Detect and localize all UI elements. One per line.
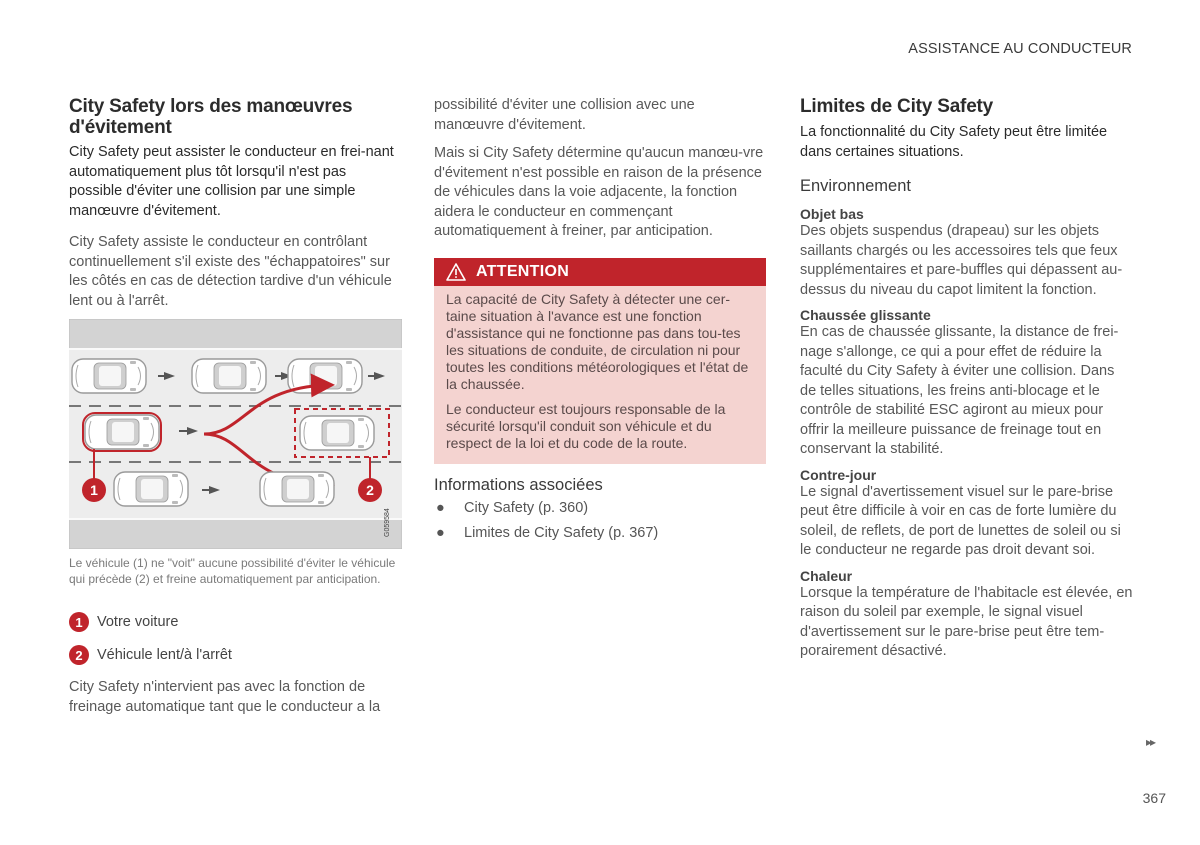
section-header: ASSISTANCE AU CONDUCTEUR xyxy=(908,41,1132,57)
section-title-city-safety-evitement: City Safety lors des manœuvres d'évitement xyxy=(69,96,353,138)
related-info xyxy=(434,476,766,546)
body-paragraph: City Safety assiste le conducteur en contrôlant continuellement s'il existe des "échappatoires" sur les côtés en cas de détection tardive d'un véhicule lent ou à l'arrêt. xyxy=(69,234,392,309)
section-title-limites: Limites de City Safety xyxy=(800,96,994,117)
attention-paragraph: La capacité de City Safety à détecter une cer-taine situation à l'avance est une fonction d'assistance qui ne fonctionne pas dans tou-tes les situations de conduite, de circulation ni pour toutes les conditions météorologiques et l'état de la chaussée. xyxy=(446,291,749,392)
middle-column xyxy=(434,96,766,242)
figure-marker-2: 2 xyxy=(366,482,374,498)
topic-text: Le signal d'avertissement visuel sur le pare-brise peut être difficile à voir en cas de forte lumière du soleil, de reflets, de port de lunettes de soleil ou si le conducteur ne regarde pas droit devant soi. xyxy=(800,483,1121,558)
attention-title: ATTENTION xyxy=(476,263,570,280)
related-links xyxy=(434,496,766,546)
topic-text: En cas de chaussée glissante, la distance de frei-nage s'allonge, ce qui a pour effet de réduire la faculté du City Safety à éviter une collision. Dans de telles situations, les freins anti-blocage et le contrôle de stabilité ESC agiront au mieux pour offrir la meilleure puissance de freinage tout en conservant la stabilité. xyxy=(800,324,1119,457)
figure-code: G059584 xyxy=(384,508,391,537)
figure-marker-1: 1 xyxy=(90,482,98,498)
intro-paragraph: City Safety peut assister le conducteur en frei-nant automatiquement plus tôt lorsqu'il n'est pas possible d'éviter une collision par une simple manœuvre d'évitement. xyxy=(69,144,394,219)
figure-caption: Le véhicule (1) ne "voit" aucune possibilité d'éviter le véhicule qui précède (2) et freine automatiquement par anticipation. xyxy=(69,556,396,586)
topic-heading: Chaleur xyxy=(800,567,853,584)
legend-item-2 xyxy=(69,645,232,665)
related-link[interactable]: ● City Safety (p. 360) xyxy=(436,500,589,516)
closing-paragraph: City Safety n'intervient pas avec la fonction de freinage automatique tant que le conducteur a la xyxy=(69,679,381,715)
continued-paragraph: possibilité d'éviter une collision avec une manœuvre d'évitement. xyxy=(434,97,695,133)
legend-item-1 xyxy=(69,612,178,632)
attention-box xyxy=(434,258,766,464)
warning-triangle-icon xyxy=(446,263,466,281)
right-column xyxy=(800,96,1133,662)
traffic-illustration xyxy=(69,319,402,549)
topic-text: Lorsque la température de l'habitacle est élevée, en raison du soleil par exemple, le signal visuel d'avertissement sur le pare-brise peut être tem-porairement désactivé. xyxy=(800,584,1133,659)
topic-heading: Chaussée glissante xyxy=(800,307,931,323)
legend-number-badge: 2 xyxy=(69,645,89,665)
related-info-title: Informations associées xyxy=(434,476,603,494)
continue-marker: ▸▸ xyxy=(1146,735,1155,749)
intro-paragraph: La fonctionnalité du City Safety peut être limitée dans certaines situations. xyxy=(800,124,1108,160)
related-link[interactable]: ● Limites de City Safety (p. 367) xyxy=(436,525,659,541)
legend-label: Véhicule lent/à l'arrêt xyxy=(97,647,232,663)
topic-text: Des objets suspendus (drapeau) sur les objets saillants chargés ou les accessoires tels que feux supplémentaires et pare-buffles qui dépassent au-dessus du niveau du capot limitent la fonction. xyxy=(800,223,1123,298)
attention-paragraph: Le conducteur est toujours responsable de la sécurité lorsqu'il conduit son véhicule et du respect de la loi et du code de la route. xyxy=(446,401,726,451)
topic-heading: Contre-jour xyxy=(800,466,877,483)
attention-header xyxy=(434,258,766,286)
page-number: 367 xyxy=(1142,790,1166,806)
topic-heading: Objet bas xyxy=(800,206,864,222)
legend-number-badge: 1 xyxy=(69,612,89,632)
subsection-title: Environnement xyxy=(800,177,911,195)
legend-label: Votre voiture xyxy=(97,614,179,630)
body-paragraph: Mais si City Safety détermine qu'aucun manœu-vre d'évitement n'est possible en raison de la présence de véhicules dans la voie adjacente, la fonction aidera le conducteur en commençant automatiquement à freiner, par anticipation. xyxy=(434,145,764,239)
left-column xyxy=(69,96,401,311)
